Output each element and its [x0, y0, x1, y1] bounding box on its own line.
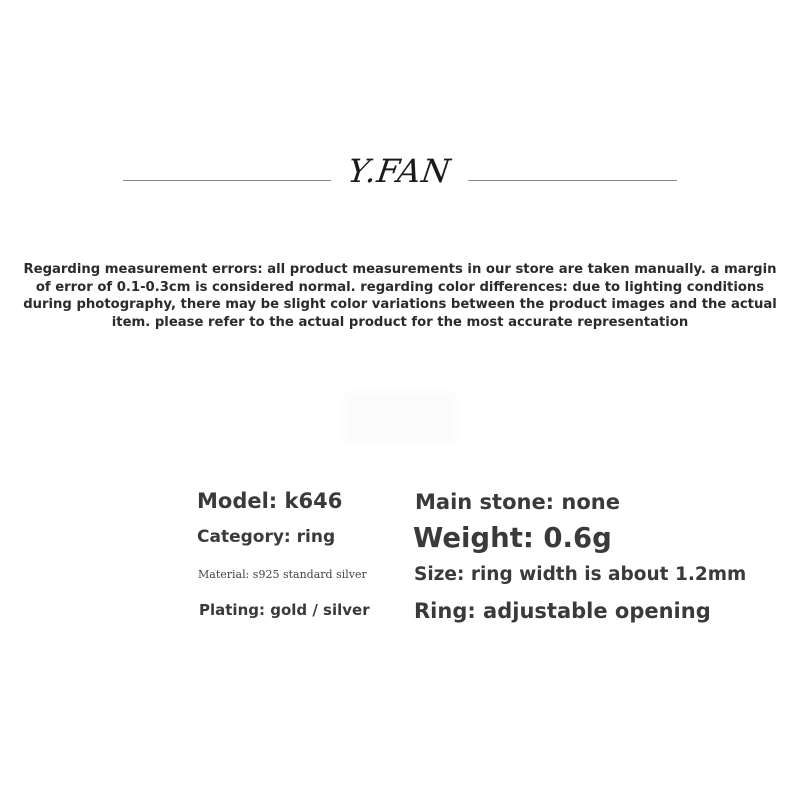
- spec-weight: Weight: 0.6g: [413, 522, 612, 554]
- brand-logo: Y.FAN: [345, 152, 454, 190]
- spec-model: Model: k646: [197, 489, 343, 513]
- faint-watermark-area: [344, 392, 456, 444]
- spec-category: Category: ring: [197, 527, 336, 547]
- spec-plating: Plating: gold / silver: [199, 601, 370, 619]
- measurement-notice: Regarding measurement errors: all product measurements in our store are taken manually. a margin of error of 0.1-0.3cm is considered normal. regarding color differences: due to lighting conditions during photography, there may be slight color variations between the product images and the actual item. please refer to the actual product for the most accurate representation: [23, 262, 777, 330]
- spec-size: Size: ring width is about 1.2mm: [414, 564, 747, 585]
- brand-divider-right: [468, 180, 677, 181]
- spec-material: Material: s925 standard silver: [198, 568, 367, 581]
- spec-main-stone: Main stone: none: [415, 490, 620, 514]
- spec-ring: Ring: adjustable opening: [414, 599, 711, 623]
- brand-divider-left: [123, 180, 331, 181]
